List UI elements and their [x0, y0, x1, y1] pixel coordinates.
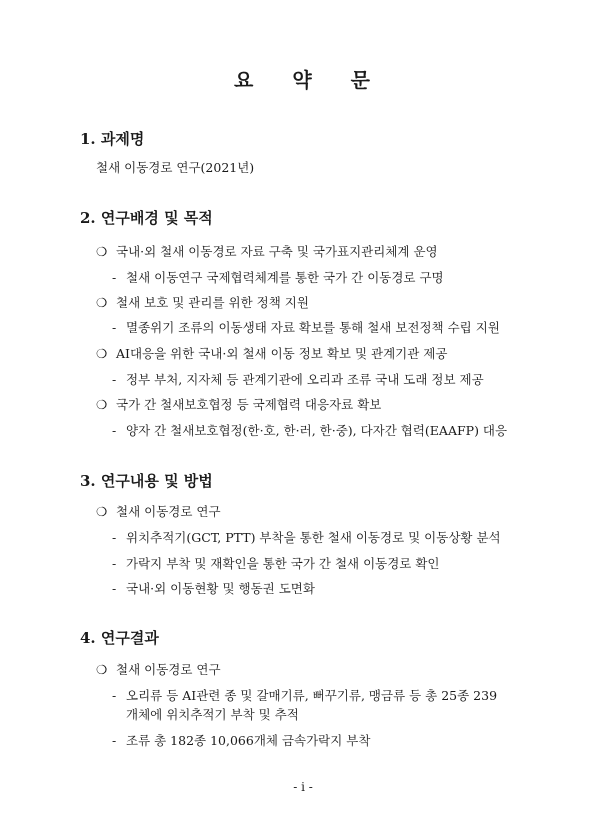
- sub-text-continuation: 개체에 위치추적기 부착 및 추적: [126, 707, 299, 722]
- section-1-heading: 1. 과제명: [80, 130, 145, 148]
- bullet-text: AI대응을 위한 국내·외 철새 이동 정보 확보 및 관계기관 제공: [116, 346, 448, 361]
- bullet-icon: ❍: [96, 504, 108, 519]
- sub-item: [112, 320, 500, 336]
- bullet-text: 철새 이동경로 연구: [116, 504, 221, 519]
- sub-text: 정부 부처, 지자체 등 관계기관에 오리과 조류 국내 도래 정보 제공: [126, 372, 484, 387]
- dash-icon: -: [112, 688, 117, 703]
- bullet-text: 철새 이동경로 연구: [116, 662, 221, 677]
- sub-item: [112, 688, 497, 704]
- sub-item: [112, 372, 484, 388]
- bullet-icon: ❍: [96, 244, 108, 259]
- bullet-item: [96, 397, 381, 413]
- dash-icon: -: [112, 733, 117, 748]
- bullet-text: 국가 간 철새보호협정 등 국제협력 대응자료 확보: [116, 397, 382, 412]
- section-4-heading: 4. 연구결과: [80, 629, 159, 647]
- sub-item: [112, 556, 440, 572]
- sub-item: [112, 423, 507, 439]
- dash-icon: -: [112, 423, 117, 438]
- bullet-icon: ❍: [96, 397, 108, 412]
- section-3-heading: 3. 연구내용 및 방법: [80, 472, 213, 490]
- bullet-icon: ❍: [96, 295, 108, 310]
- sub-text: 멸종위기 조류의 이동생태 자료 확보를 통해 철새 보전정책 수립 지원: [126, 320, 500, 335]
- sub-text: 국내·외 이동현황 및 행동권 도면화: [126, 581, 315, 596]
- page-number: - i -: [293, 780, 313, 794]
- bullet-text: 철새 보호 및 관리를 위한 정책 지원: [116, 295, 309, 310]
- dash-icon: -: [112, 556, 117, 571]
- dash-icon: -: [112, 372, 117, 387]
- dash-icon: -: [112, 320, 117, 335]
- sub-item: [112, 530, 501, 546]
- sub-text: 조류 총 182종 10,066개체 금속가락지 부착: [126, 733, 371, 748]
- bullet-item: [96, 295, 309, 311]
- sub-text: 위치추적기(GCT, PTT) 부착을 통한 철새 이동경로 및 이동상황 분석: [126, 530, 501, 545]
- sub-item: [112, 270, 444, 286]
- bullet-item: [96, 662, 221, 678]
- section-2-heading: 2. 연구배경 및 목적: [80, 209, 213, 227]
- bullet-item: [96, 346, 447, 362]
- bullet-icon: ❍: [96, 346, 108, 361]
- sub-item: [112, 581, 315, 597]
- page-title: 요 약 문: [234, 68, 372, 92]
- bullet-item: [96, 244, 438, 260]
- bullet-icon: ❍: [96, 662, 108, 677]
- dash-icon: -: [112, 530, 117, 545]
- dash-icon: -: [112, 581, 117, 596]
- dash-icon: -: [112, 270, 117, 285]
- project-name: 철새 이동경로 연구(2021년): [96, 160, 255, 175]
- sub-item: [112, 733, 370, 749]
- sub-text: 양자 간 철새보호협정(한·호, 한·러, 한·중), 다자간 협력(EAAFP) 대응: [126, 423, 508, 438]
- bullet-text: 국내·외 철새 이동경로 자료 구축 및 국가표지관리체계 운영: [116, 244, 438, 259]
- sub-text: 가락지 부착 및 재확인을 통한 국가 간 철새 이동경로 확인: [126, 556, 440, 571]
- sub-text: 철새 이동연구 국제협력체계를 통한 국가 간 이동경로 구명: [126, 270, 444, 285]
- bullet-item: [96, 504, 221, 520]
- sub-text: 오리류 등 AI관련 종 및 갈매기류, 뻐꾸기류, 맹금류 등 총 25종 239: [126, 688, 498, 703]
